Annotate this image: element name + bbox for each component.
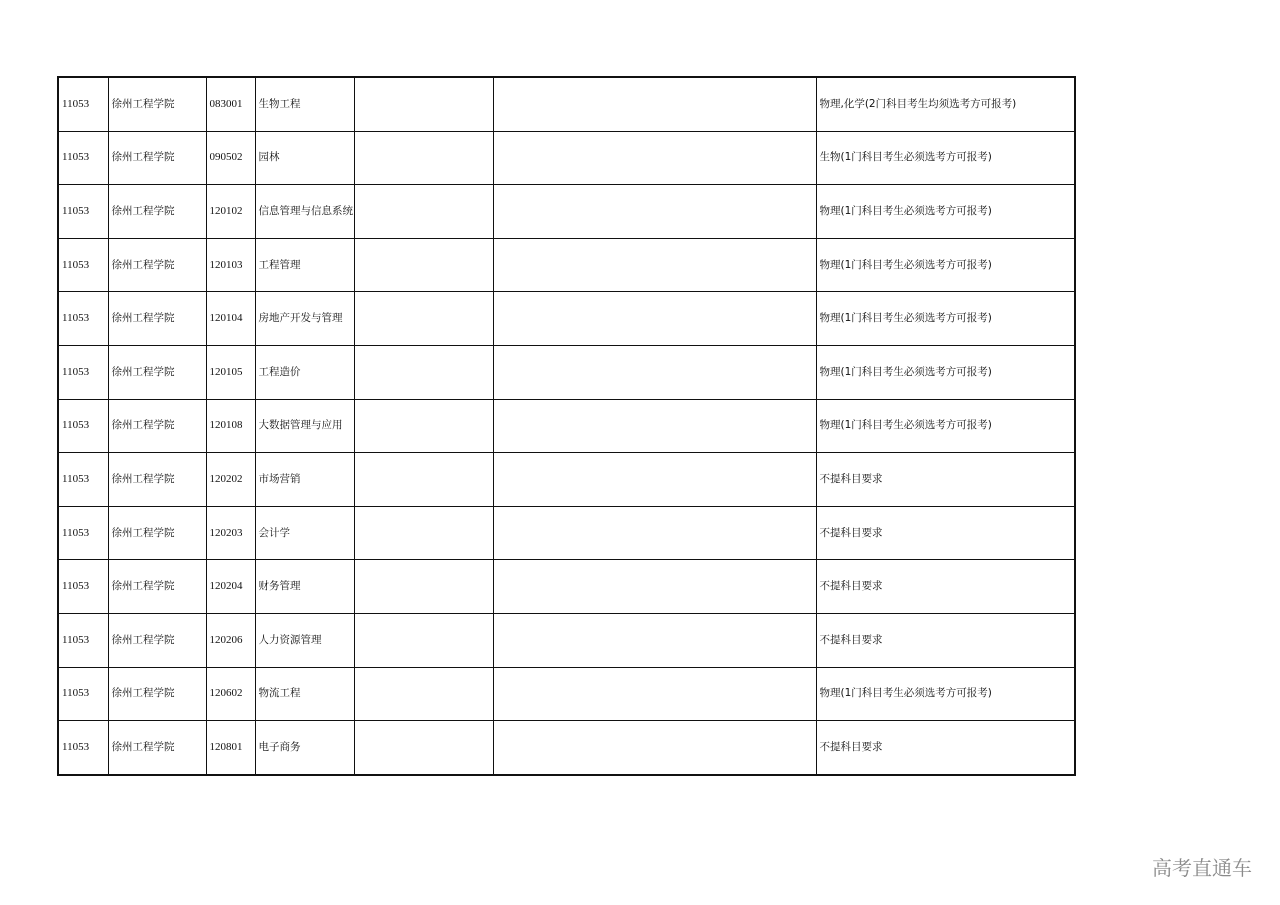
table-row [58, 185, 1075, 239]
table-row [58, 453, 1075, 507]
empty-cell [354, 238, 493, 292]
subject-requirement-cell: 物理(1门科目考生必须选考方可报考) [816, 667, 1075, 721]
major-code-cell: 083001 [206, 77, 255, 131]
subject-requirement-cell: 物理,化学(2门科目考生均须选考方可报考) [816, 77, 1075, 131]
major-code-cell: 120105 [206, 345, 255, 399]
empty-cell [493, 238, 816, 292]
subject-requirement-cell: 物理(1门科目考生必须选考方可报考) [816, 185, 1075, 239]
empty-cell [493, 613, 816, 667]
school-name-cell: 徐州工程学院 [108, 560, 206, 614]
major-code-cell: 120602 [206, 667, 255, 721]
table-row [58, 506, 1075, 560]
school-name-cell: 徐州工程学院 [108, 131, 206, 185]
major-name-cell: 园林 [255, 131, 354, 185]
school-name-cell: 徐州工程学院 [108, 613, 206, 667]
empty-cell [354, 453, 493, 507]
empty-cell [493, 345, 816, 399]
empty-cell [354, 667, 493, 721]
empty-cell [493, 453, 816, 507]
major-name-cell: 信息管理与信息系统 [255, 185, 354, 239]
school-code-cell: 11053 [58, 667, 108, 721]
major-code-cell: 120102 [206, 185, 255, 239]
empty-cell [354, 721, 493, 775]
major-name-cell: 生物工程 [255, 77, 354, 131]
empty-cell [354, 131, 493, 185]
subject-requirements-table [57, 76, 1076, 776]
empty-cell [354, 292, 493, 346]
school-name-cell: 徐州工程学院 [108, 399, 206, 453]
subject-requirement-cell: 不提科目要求 [816, 721, 1075, 775]
empty-cell [493, 667, 816, 721]
school-code-cell: 11053 [58, 77, 108, 131]
major-name-cell: 会计学 [255, 506, 354, 560]
school-code-cell: 11053 [58, 185, 108, 239]
subject-requirement-cell: 物理(1门科目考生必须选考方可报考) [816, 292, 1075, 346]
school-name-cell: 徐州工程学院 [108, 292, 206, 346]
school-code-cell: 11053 [58, 345, 108, 399]
major-code-cell: 120108 [206, 399, 255, 453]
subject-requirement-cell: 生物(1门科目考生必须选考方可报考) [816, 131, 1075, 185]
school-code-cell: 11053 [58, 560, 108, 614]
table-row [58, 721, 1075, 775]
table-row [58, 399, 1075, 453]
school-code-cell: 11053 [58, 506, 108, 560]
major-name-cell: 电子商务 [255, 721, 354, 775]
table-row [58, 238, 1075, 292]
empty-cell [354, 506, 493, 560]
table-row [58, 292, 1075, 346]
school-name-cell: 徐州工程学院 [108, 453, 206, 507]
subject-requirement-cell: 不提科目要求 [816, 560, 1075, 614]
subject-requirement-cell: 物理(1门科目考生必须选考方可报考) [816, 399, 1075, 453]
school-name-cell: 徐州工程学院 [108, 721, 206, 775]
empty-cell [493, 185, 816, 239]
subject-requirement-cell: 物理(1门科目考生必须选考方可报考) [816, 238, 1075, 292]
empty-cell [354, 613, 493, 667]
empty-cell [354, 399, 493, 453]
empty-cell [493, 399, 816, 453]
table-row [58, 131, 1075, 185]
major-code-cell: 120204 [206, 560, 255, 614]
major-code-cell: 120202 [206, 453, 255, 507]
empty-cell [354, 560, 493, 614]
table-body [58, 77, 1075, 775]
major-name-cell: 财务管理 [255, 560, 354, 614]
major-name-cell: 市场营销 [255, 453, 354, 507]
school-code-cell: 11053 [58, 131, 108, 185]
school-code-cell: 11053 [58, 238, 108, 292]
major-name-cell: 大数据管理与应用 [255, 399, 354, 453]
major-code-cell: 120801 [206, 721, 255, 775]
major-name-cell: 物流工程 [255, 667, 354, 721]
table-row [58, 77, 1075, 131]
subject-requirement-cell: 不提科目要求 [816, 453, 1075, 507]
school-code-cell: 11053 [58, 453, 108, 507]
major-name-cell: 人力资源管理 [255, 613, 354, 667]
major-code-cell: 120103 [206, 238, 255, 292]
school-name-cell: 徐州工程学院 [108, 667, 206, 721]
empty-cell [493, 77, 816, 131]
school-name-cell: 徐州工程学院 [108, 238, 206, 292]
major-name-cell: 工程管理 [255, 238, 354, 292]
empty-cell [493, 131, 816, 185]
major-code-cell: 120203 [206, 506, 255, 560]
table-row [58, 560, 1075, 614]
major-name-cell: 房地产开发与管理 [255, 292, 354, 346]
major-code-cell: 120206 [206, 613, 255, 667]
school-name-cell: 徐州工程学院 [108, 506, 206, 560]
school-name-cell: 徐州工程学院 [108, 77, 206, 131]
subject-requirement-cell: 不提科目要求 [816, 506, 1075, 560]
subject-requirement-cell: 不提科目要求 [816, 613, 1075, 667]
school-name-cell: 徐州工程学院 [108, 185, 206, 239]
watermark-text: 高考直通车 [1152, 856, 1252, 880]
table-row [58, 667, 1075, 721]
empty-cell [493, 292, 816, 346]
empty-cell [493, 721, 816, 775]
major-code-cell: 090502 [206, 131, 255, 185]
school-code-cell: 11053 [58, 292, 108, 346]
empty-cell [354, 77, 493, 131]
empty-cell [354, 185, 493, 239]
empty-cell [493, 560, 816, 614]
table-row [58, 345, 1075, 399]
school-code-cell: 11053 [58, 721, 108, 775]
school-code-cell: 11053 [58, 399, 108, 453]
table-row [58, 613, 1075, 667]
subject-requirement-cell: 物理(1门科目考生必须选考方可报考) [816, 345, 1075, 399]
school-name-cell: 徐州工程学院 [108, 345, 206, 399]
empty-cell [354, 345, 493, 399]
major-name-cell: 工程造价 [255, 345, 354, 399]
empty-cell [493, 506, 816, 560]
school-code-cell: 11053 [58, 613, 108, 667]
major-code-cell: 120104 [206, 292, 255, 346]
